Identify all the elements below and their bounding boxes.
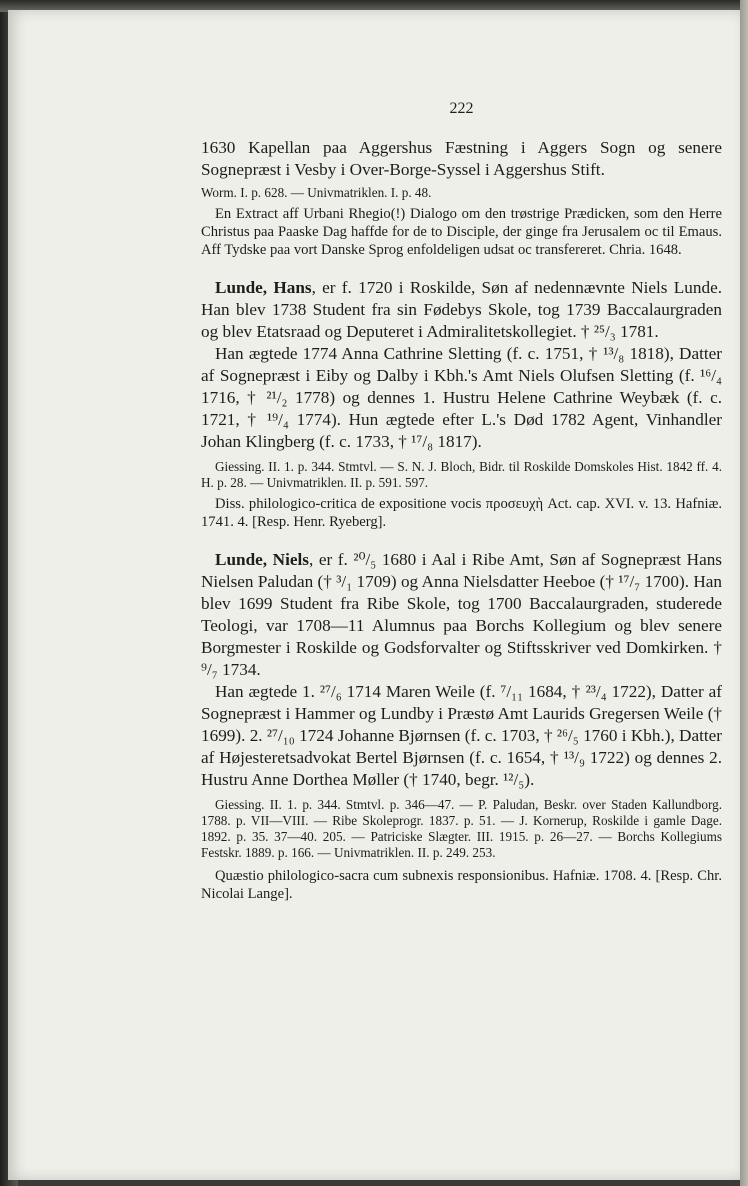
page-content [201, 100, 722, 903]
entry-hans-name: Lunde, Hans [215, 278, 312, 297]
entry-hans-paragraph-2: Han ægtede 1774 Anna Cathrine Sletting (f. c. 1751, † ¹³/₈ 1818), Datter af Sognepræst i Eiby og Dalby i Kbh.'s Amt Niels Olufsen Sletting (f. ¹⁶/₄ 1716, † ²¹/₂ 1778) og dennes 1. Hustru Helene Cathrine Weybæk (f. c. 1721, † ¹⁹/₄ 1774). Hun ægtede efter L.'s Død 1782 Agent, Vinhandler Johan Klingberg (f. c. 1733, † ¹⁷/₈ 1817). [201, 344, 722, 451]
entry-niels-work-title: Quæstio philologico-sacra cum subnexis responsionibus. Hafniæ. 1708. 4. [Resp. Chr. Nicolai Lange]. [201, 868, 722, 902]
entry-hans-text-1: , er f. 1720 i Roskilde, Søn af nedennævnte Niels Lunde. Han blev 1738 Student fra sin Fødebys Skole, tog 1739 Baccalaurgraden og blev Etatsraad og Deputeret i Admiralitetskollegiet. † ²⁵/₃ 1781. [201, 278, 722, 341]
intro-paragraph: 1630 Kapellan paa Aggershus Fæstning i Aggers Sogn og senere Sognepræst i Vesby i Over-Borge-Syssel i Aggershus Stift. [201, 138, 722, 179]
entry-hans-references: Giessing. II. 1. p. 344. Stmtvl. — S. N. J. Bloch, Bidr. til Roskilde Domskoles Hist. 1842 ff. 4. H. p. 28. — Univmatriklen. II. p. 591. 597. [201, 459, 722, 490]
page-number: 222 [449, 100, 474, 117]
entry-hans-paragraph-1 [201, 277, 722, 343]
entry-niels-paragraph-1 [201, 549, 722, 681]
intro-references: Worm. I. p. 628. — Univmatriklen. I. p. 48. [201, 185, 432, 200]
intro-work-title: En Extract aff Urbani Rhegio(!) Dialogo om den trøstrige Prædicken, som den Herre Christus paa Paaske Dag haffde for de to Disciple, der ginge fra Jerusalem oc til Emaus. Aff Tydske paa vort Danske Sprog enfoldeligen udsat oc transfereret. Chria. 1648. [201, 206, 722, 258]
entry-niels-paragraph-2: Han ægtede 1. ²⁷/₆ 1714 Maren Weile (f. ⁷/₁₁ 1684, † ²³/₄ 1722), Datter af Sognepræst i Hammer og Lundby i Præstø Amt Laurids Gregersen Weile († 1699). 2. ²⁷/₁₀ 1724 Johanne Bjørnsen (f. c. 1703, † ²⁶/₅ 1760 i Kbh.), Datter af Højesteretsadvokat Bertel Bjørnsen (f. c. 1654, † ¹³/₉ 1722) og dennes 2. Hustru Anne Dorthea Møller († 1740, begr. ¹²/₅). [201, 682, 723, 789]
entry-niels-name: Lunde, Niels [215, 550, 309, 569]
entry-niels-text-1: , er f. ²⁰/₅ 1680 i Aal i Ribe Amt, Søn af Sognepræst Hans Nielsen Paludan († ³/₁ 1709) og Anna Nielsdatter Heeboe († ¹⁷/₇ 1700). Han blev 1699 Student fra Ribe Skole, tog 1700 Baccalaurgraden, studerede Teologi, var 1708—11 Alumnus paa Borchs Kollegium og blev senere Borgmester i Roskilde og Godsforvalter og Stiftsskriver ved Domkirken. † ⁹/₇ 1734. [201, 550, 722, 679]
entry-hans-work-title: Diss. philologico-critica de expositione vocis προσευχὴ Act. cap. XVI. v. 13. Hafniæ. 1741. 4. [Resp. Henr. Ryeberg]. [201, 496, 722, 530]
page-right-edge [740, 0, 748, 1186]
entry-niels-references: Giessing. II. 1. p. 344. Stmtvl. p. 346—47. — P. Paludan, Beskr. over Staden Kallundborg. 1788. p. VII—VIII. — Ribe Skoleprogr. 1837. p. 51. — J. Kornerup, Roskilde i gamle Dage. 1892. p. 35. 37—40. 205. — Patriciske Slægter. III. 1915. p. 26—27. — Borchs Kollegiums Festskr. 1889. p. 166. — Univmatriklen. II. p. 249. 253. [201, 797, 722, 860]
